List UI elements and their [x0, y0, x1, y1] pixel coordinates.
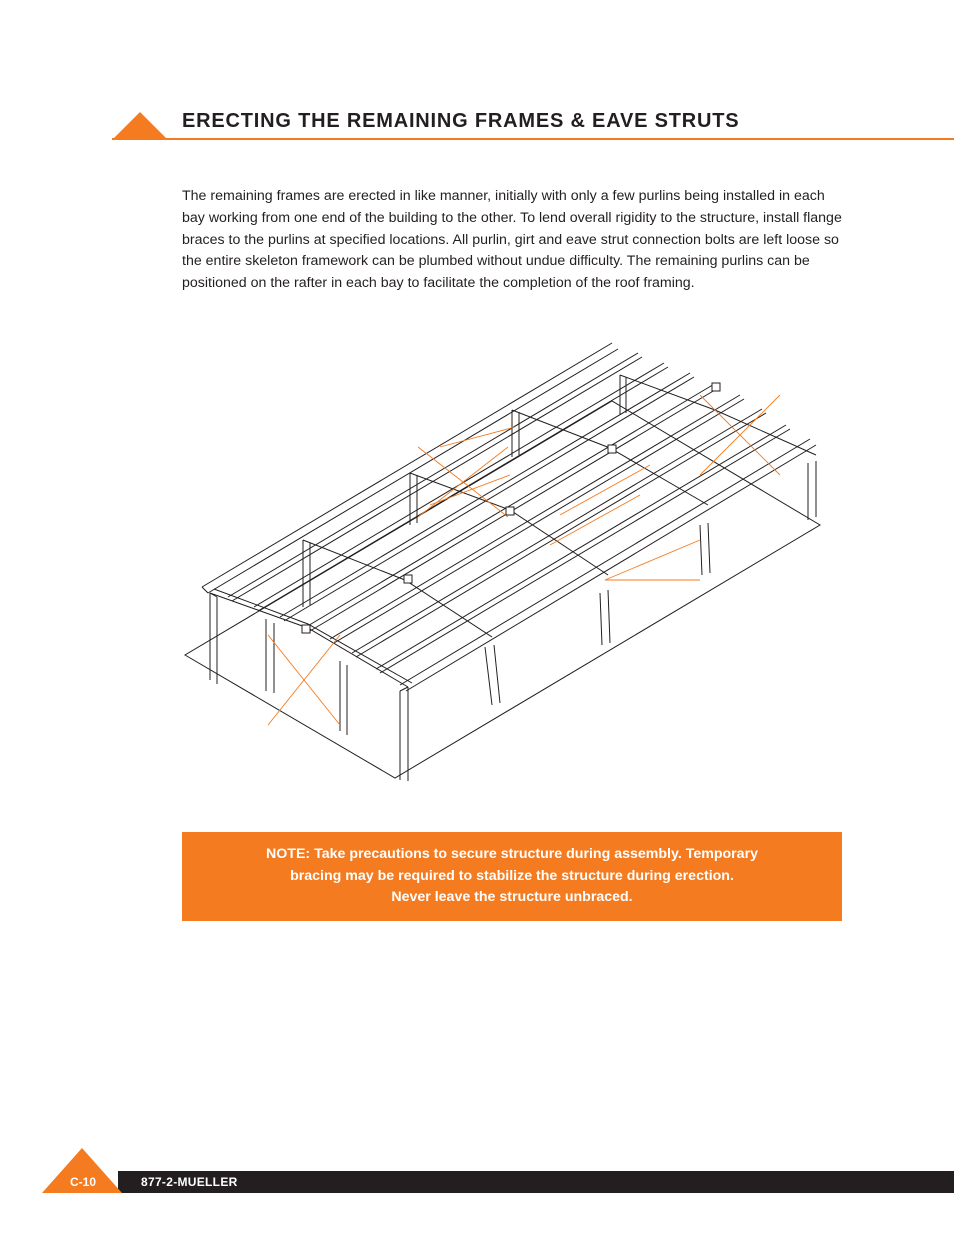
ridge-cap — [404, 575, 412, 583]
footer-phone: 877-2-MUELLER — [141, 1175, 238, 1189]
building-frame-diagram — [180, 335, 830, 785]
note-line-2: bracing may be required to stabilize the structure during erection. — [290, 867, 734, 884]
header-rule — [112, 138, 954, 140]
roof-bracing — [700, 395, 780, 475]
note-line-1: NOTE: Take precautions to secure structure during assembly. Temporary — [266, 846, 758, 863]
ridge-cap — [608, 445, 616, 453]
section-title: ERECTING THE REMAINING FRAMES & EAVE STRUTS — [182, 110, 740, 132]
footer-bar — [118, 1171, 954, 1193]
ridge-cap — [506, 507, 514, 515]
note-line-3: Never leave the structure unbraced. — [391, 889, 633, 906]
ridge-cap — [302, 625, 310, 633]
ridge-cap — [712, 383, 720, 391]
concrete-slab — [185, 401, 820, 778]
header-triangle-icon — [112, 112, 168, 140]
note-box — [182, 832, 842, 921]
page-number: C-10 — [70, 1175, 97, 1189]
body-paragraph: The remaining frames are erected in like manner, initially with only a few purlins being installed in each bay working from one end of the building to the other. To lend overall rigidity to the structure, install flange braces to the purlins at specified locations. All purlin, girt and eave strut connection bolts are left loose so the entire skeleton framework can be plumbed without undue difficulty. The remaining purlins can be positioned on the rafter in each bay to facilitate the completion of the roof framing. — [182, 188, 842, 292]
